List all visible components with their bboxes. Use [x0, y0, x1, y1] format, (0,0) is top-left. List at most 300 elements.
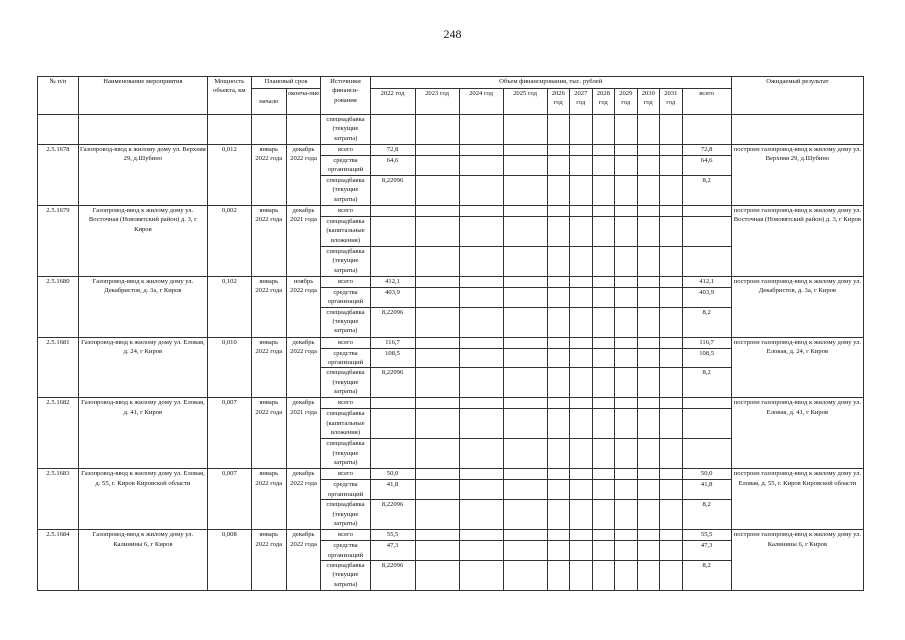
value-empty: [660, 246, 683, 276]
value-empty: [637, 409, 660, 439]
value-total: 50,0: [682, 469, 731, 480]
value-empty: [415, 205, 459, 216]
value-total: [682, 409, 731, 439]
value-empty: [459, 561, 503, 591]
value-2022: 64,6: [370, 156, 415, 176]
value-empty: [547, 480, 570, 500]
value-empty: [637, 156, 660, 176]
value-empty: [637, 307, 660, 337]
value-empty: [415, 368, 459, 398]
value-empty: [660, 409, 683, 439]
value-empty: [637, 541, 660, 561]
table-row: [38, 530, 864, 541]
value-2022: 50,0: [370, 469, 415, 480]
value-empty: [615, 337, 638, 348]
value-empty: [615, 500, 638, 530]
value-2022: 55,5: [370, 530, 415, 541]
value-empty: [415, 145, 459, 156]
source-label: спецнадбавка (текущие затраты): [321, 368, 370, 398]
expected-result: построен газопровод-ввод к жилому дому ул. Верхняя 29, д.Шубино: [731, 145, 863, 206]
value-empty: [503, 398, 547, 409]
value-empty: [459, 246, 503, 276]
value-empty: [570, 337, 593, 348]
value-empty: [503, 409, 547, 439]
value-empty: [660, 348, 683, 368]
value-empty: [459, 307, 503, 337]
value-empty: [637, 216, 660, 246]
term-start: январь 2022 года: [251, 337, 286, 398]
value-empty: [570, 530, 593, 541]
value-empty: [547, 500, 570, 530]
value-total: [682, 205, 731, 216]
value-empty: [415, 337, 459, 348]
value-empty: [570, 287, 593, 307]
value-empty: [660, 439, 683, 469]
expected-result: построен газопровод-ввод к жилому дому ул. Еловая, д. 24, г Киров: [731, 337, 863, 398]
source-label: всего: [321, 145, 370, 156]
header-year: 2031 год: [660, 89, 683, 115]
term-start: январь 2022 года: [251, 276, 286, 337]
value-empty: [592, 246, 615, 276]
header-no: № п/п: [38, 77, 79, 115]
funding-table: [37, 76, 864, 591]
value-empty: [615, 398, 638, 409]
expected-result: построен газопровод-ввод к жилому дому ул. Калинины 6, г Киров: [731, 530, 863, 591]
value-empty: [547, 409, 570, 439]
value-empty: [637, 439, 660, 469]
value-empty: [615, 530, 638, 541]
term-end: декабрь 2022 года: [286, 337, 321, 398]
value-empty: [570, 307, 593, 337]
source-label: спецнадбавка (текущие затраты): [321, 246, 370, 276]
value-empty: [415, 409, 459, 439]
value-empty: [503, 530, 547, 541]
value-empty: [637, 500, 660, 530]
value-empty: [415, 439, 459, 469]
value-empty: [547, 348, 570, 368]
capacity-value: 0,012: [207, 145, 251, 206]
value-empty: [615, 409, 638, 439]
page-number: 248: [443, 27, 462, 41]
value-total: 8,2: [682, 368, 731, 398]
header-funding: Объем финансирования, тыс. рублей: [370, 77, 731, 89]
value-total: 412,1: [682, 276, 731, 287]
term-start: январь 2022 года: [251, 145, 286, 206]
value-empty: [637, 368, 660, 398]
value-2022: [370, 246, 415, 276]
value-empty: [637, 276, 660, 287]
value-empty: [660, 337, 683, 348]
value-empty: [547, 439, 570, 469]
value-empty: [547, 530, 570, 541]
source-label: средства организаций: [321, 541, 370, 561]
value-empty: [570, 480, 593, 500]
value-empty: [503, 216, 547, 246]
value-empty: [637, 480, 660, 500]
value-empty: [592, 348, 615, 368]
source-label: всего: [321, 205, 370, 216]
header-term-start: начало: [251, 89, 286, 115]
value-empty: [547, 175, 570, 205]
value-empty: [615, 205, 638, 216]
capacity-value: 0,102: [207, 276, 251, 337]
value-empty: [503, 541, 547, 561]
value-2022: 108,5: [370, 348, 415, 368]
value-empty: [660, 175, 683, 205]
value-total: 108,5: [682, 348, 731, 368]
value-empty: [615, 246, 638, 276]
value-empty: [637, 175, 660, 205]
value-empty: [503, 287, 547, 307]
value-empty: [615, 287, 638, 307]
value-empty: [570, 541, 593, 561]
value-total: 116,7: [682, 337, 731, 348]
value-2022: 403,9: [370, 287, 415, 307]
value-empty: [503, 246, 547, 276]
source-label: средства организаций: [321, 480, 370, 500]
term-end: ноябрь 2022 года: [286, 276, 321, 337]
value-empty: [660, 480, 683, 500]
header-year: 2030 год: [637, 89, 660, 115]
value-empty: [503, 368, 547, 398]
source-label: спецнадбавка (текущие затраты): [321, 561, 370, 591]
value-empty: [637, 398, 660, 409]
value-empty: [459, 287, 503, 307]
value-empty: [592, 541, 615, 561]
value-empty: [459, 216, 503, 246]
value-empty: [660, 368, 683, 398]
value-empty: [459, 368, 503, 398]
value-empty: [637, 287, 660, 307]
header-capacity: Мощность объекта, км: [207, 77, 251, 115]
value-empty: [615, 561, 638, 591]
value-empty: [459, 541, 503, 561]
value-empty: [415, 500, 459, 530]
source-label: всего: [321, 530, 370, 541]
value-empty: [415, 530, 459, 541]
value-empty: [415, 398, 459, 409]
source-label: всего: [321, 398, 370, 409]
value-empty: [570, 439, 593, 469]
value-empty: [503, 480, 547, 500]
value-empty: [615, 541, 638, 561]
value-empty: [592, 205, 615, 216]
value-empty: [570, 246, 593, 276]
capacity-value: 0,007: [207, 469, 251, 530]
expected-result: построен газопровод-ввод к жилому дому ул. Еловая, д. 55, г. Киров Кировской области: [731, 469, 863, 530]
value-empty: [660, 145, 683, 156]
value-empty: [503, 561, 547, 591]
value-total: 55,5: [682, 530, 731, 541]
value-empty: [570, 368, 593, 398]
value-empty: [592, 156, 615, 176]
value-empty: [592, 398, 615, 409]
source-label: средства организаций: [321, 156, 370, 176]
value-empty: [660, 287, 683, 307]
value-empty: [592, 500, 615, 530]
value-total: [682, 439, 731, 469]
value-empty: [615, 145, 638, 156]
value-empty: [459, 175, 503, 205]
event-name: Газопровод-ввод к жилому дому ул. Еловая, д. 41, г Киров: [78, 398, 207, 469]
value-total: 64,6: [682, 156, 731, 176]
value-empty: [592, 409, 615, 439]
source-label: всего: [321, 276, 370, 287]
value-empty: [415, 156, 459, 176]
value-empty: [570, 205, 593, 216]
capacity-value: 0,008: [207, 530, 251, 591]
value-empty: [570, 348, 593, 368]
term-end: декабрь 2022 года: [286, 530, 321, 591]
event-name: Газопровод-ввод к жилому дому ул. Калинины 6, г Киров: [78, 530, 207, 591]
value-empty: [503, 348, 547, 368]
value-empty: [660, 276, 683, 287]
value-empty: [570, 500, 593, 530]
term-start: январь 2022 года: [251, 530, 286, 591]
value-2022: 41,8: [370, 480, 415, 500]
row-number: 2.5.1681: [38, 337, 79, 398]
value-empty: [459, 205, 503, 216]
value-2022: 8,22096: [370, 368, 415, 398]
value-empty: [615, 175, 638, 205]
value-empty: [660, 541, 683, 561]
value-empty: [660, 216, 683, 246]
value-empty: [592, 469, 615, 480]
value-empty: [503, 307, 547, 337]
event-name: Газопровод-ввод к жилому дому ул. Еловая, д. 24, г Киров: [78, 337, 207, 398]
value-empty: [547, 337, 570, 348]
header-year: 2029 год: [615, 89, 638, 115]
event-name: Газопровод-ввод к жилому дому ул. Декабристов, д. 3а, г Киров: [78, 276, 207, 337]
source-label: спецнадбавка (текущие затраты): [321, 115, 370, 145]
term-end: декабрь 2021 года: [286, 205, 321, 276]
value-2022: [370, 409, 415, 439]
term-start: январь 2022 года: [251, 469, 286, 530]
value-empty: [547, 276, 570, 287]
value-total: 72,8: [682, 145, 731, 156]
value-empty: [547, 469, 570, 480]
value-empty: [592, 368, 615, 398]
value-empty: [637, 205, 660, 216]
value-empty: [547, 398, 570, 409]
value-empty: [503, 205, 547, 216]
source-label: спецнадбавка (текущие затраты): [321, 175, 370, 205]
value-empty: [592, 276, 615, 287]
table-row: [38, 145, 864, 156]
value-empty: [547, 246, 570, 276]
value-empty: [615, 469, 638, 480]
value-empty: [503, 439, 547, 469]
value-empty: [592, 480, 615, 500]
value-empty: [615, 307, 638, 337]
value-2022: [370, 205, 415, 216]
value-empty: [415, 348, 459, 368]
value-empty: [459, 145, 503, 156]
value-empty: [415, 561, 459, 591]
value-empty: [570, 398, 593, 409]
source-label: всего: [321, 469, 370, 480]
row-number: 2.5.1680: [38, 276, 79, 337]
header-sources: Источники финанси-рования: [321, 77, 370, 115]
value-empty: [459, 480, 503, 500]
header-name: Наименование мероприятия: [78, 77, 207, 115]
capacity-value: 0,007: [207, 398, 251, 469]
row-number: 2.5.1678: [38, 145, 79, 206]
expected-result: построен газопровод-ввод к жилому дому ул. Восточная (Нововятский район) д. 3, г Киров: [731, 205, 863, 276]
value-empty: [570, 145, 593, 156]
event-name: Газопровод-ввод к жилому дому ул. Верхняя 29, д.Шубино: [78, 145, 207, 206]
value-empty: [637, 348, 660, 368]
value-empty: [503, 500, 547, 530]
header-term-end: оконча-ние: [286, 89, 321, 115]
value-empty: [592, 175, 615, 205]
header-year: 2022 год: [370, 89, 415, 115]
term-end: декабрь 2022 года: [286, 145, 321, 206]
value-empty: [570, 561, 593, 591]
value-empty: [547, 205, 570, 216]
value-empty: [637, 561, 660, 591]
table-row: [38, 398, 864, 409]
value-empty: [615, 368, 638, 398]
value-empty: [592, 530, 615, 541]
value-total: 47,3: [682, 541, 731, 561]
value-2022: [370, 216, 415, 246]
row-number: 2.5.1683: [38, 469, 79, 530]
value-empty: [459, 348, 503, 368]
value-empty: [459, 500, 503, 530]
value-empty: [570, 409, 593, 439]
value-empty: [547, 216, 570, 246]
value-empty: [415, 469, 459, 480]
value-empty: [503, 469, 547, 480]
value-2022: 8,22096: [370, 500, 415, 530]
value-empty: [570, 469, 593, 480]
value-total: 403,9: [682, 287, 731, 307]
value-empty: [547, 561, 570, 591]
value-empty: [459, 469, 503, 480]
value-empty: [615, 480, 638, 500]
value-empty: [615, 156, 638, 176]
value-empty: [415, 287, 459, 307]
header-total: всего: [682, 89, 731, 115]
value-empty: [637, 530, 660, 541]
value-empty: [459, 156, 503, 176]
carryover-row: [38, 115, 864, 145]
value-2022: [370, 398, 415, 409]
value-empty: [459, 398, 503, 409]
row-number: 2.5.1684: [38, 530, 79, 591]
value-empty: [615, 439, 638, 469]
value-empty: [503, 145, 547, 156]
value-empty: [415, 216, 459, 246]
value-total: [682, 246, 731, 276]
value-empty: [592, 561, 615, 591]
value-empty: [415, 175, 459, 205]
value-empty: [547, 156, 570, 176]
value-empty: [503, 156, 547, 176]
expected-result: построен газопровод-ввод к жилому дому ул. Декабристов, д. 3а, г Киров: [731, 276, 863, 337]
value-total: [682, 216, 731, 246]
header-term: Плановый срок: [251, 77, 321, 89]
value-empty: [615, 216, 638, 246]
value-empty: [592, 337, 615, 348]
event-name: Газопровод-ввод к жилому дому ул. Восточная (Нововятский район) д. 3, г Киров: [78, 205, 207, 276]
value-total: 8,2: [682, 561, 731, 591]
value-empty: [459, 439, 503, 469]
value-empty: [592, 145, 615, 156]
value-empty: [660, 205, 683, 216]
value-2022: 72,8: [370, 145, 415, 156]
value-empty: [570, 276, 593, 287]
table-row: [38, 205, 864, 216]
value-2022: [370, 439, 415, 469]
term-start: январь 2022 года: [251, 205, 286, 276]
value-empty: [592, 216, 615, 246]
value-total: 41,8: [682, 480, 731, 500]
value-total: 8,2: [682, 307, 731, 337]
value-empty: [660, 500, 683, 530]
source-label: спецнадбавка (текущие затраты): [321, 500, 370, 530]
value-empty: [415, 307, 459, 337]
value-2022: 8,22096: [370, 307, 415, 337]
value-empty: [637, 337, 660, 348]
table-row: [38, 469, 864, 480]
expected-result: построен газопровод-ввод к жилому дому ул. Еловая, д. 41, г Киров: [731, 398, 863, 469]
term-end: декабрь 2021 года: [286, 398, 321, 469]
value-empty: [592, 287, 615, 307]
table-row: [38, 337, 864, 348]
value-empty: [660, 530, 683, 541]
row-number: 2.5.1682: [38, 398, 79, 469]
source-label: спецнадбавка (капитальные вложения): [321, 409, 370, 439]
header-result: Ожидаемый результат: [731, 77, 863, 115]
capacity-value: 0,002: [207, 205, 251, 276]
source-label: спецнадбавка (текущие затраты): [321, 307, 370, 337]
value-empty: [547, 145, 570, 156]
value-total: 8,2: [682, 175, 731, 205]
source-label: спецнадбавка (капитальные вложения): [321, 216, 370, 246]
header-year: 2023 год: [415, 89, 459, 115]
value-empty: [660, 156, 683, 176]
value-2022: 8,22096: [370, 561, 415, 591]
header-year: 2024 год: [459, 89, 503, 115]
value-empty: [570, 156, 593, 176]
value-empty: [459, 409, 503, 439]
row-number: 2.5.1679: [38, 205, 79, 276]
value-empty: [415, 480, 459, 500]
header-year: 2025 год: [503, 89, 547, 115]
value-empty: [592, 307, 615, 337]
value-2022: 116,7: [370, 337, 415, 348]
value-empty: [547, 287, 570, 307]
source-label: спецнадбавка (текущие затраты): [321, 439, 370, 469]
value-empty: [660, 398, 683, 409]
value-empty: [415, 246, 459, 276]
value-empty: [660, 561, 683, 591]
value-empty: [592, 439, 615, 469]
value-empty: [503, 337, 547, 348]
value-empty: [459, 530, 503, 541]
value-empty: [660, 307, 683, 337]
value-empty: [459, 337, 503, 348]
value-2022: 47,3: [370, 541, 415, 561]
value-empty: [547, 541, 570, 561]
source-label: средства организаций: [321, 348, 370, 368]
value-empty: [615, 348, 638, 368]
value-2022: 8,22096: [370, 175, 415, 205]
value-empty: [415, 276, 459, 287]
header-year: 2027 год: [570, 89, 593, 115]
